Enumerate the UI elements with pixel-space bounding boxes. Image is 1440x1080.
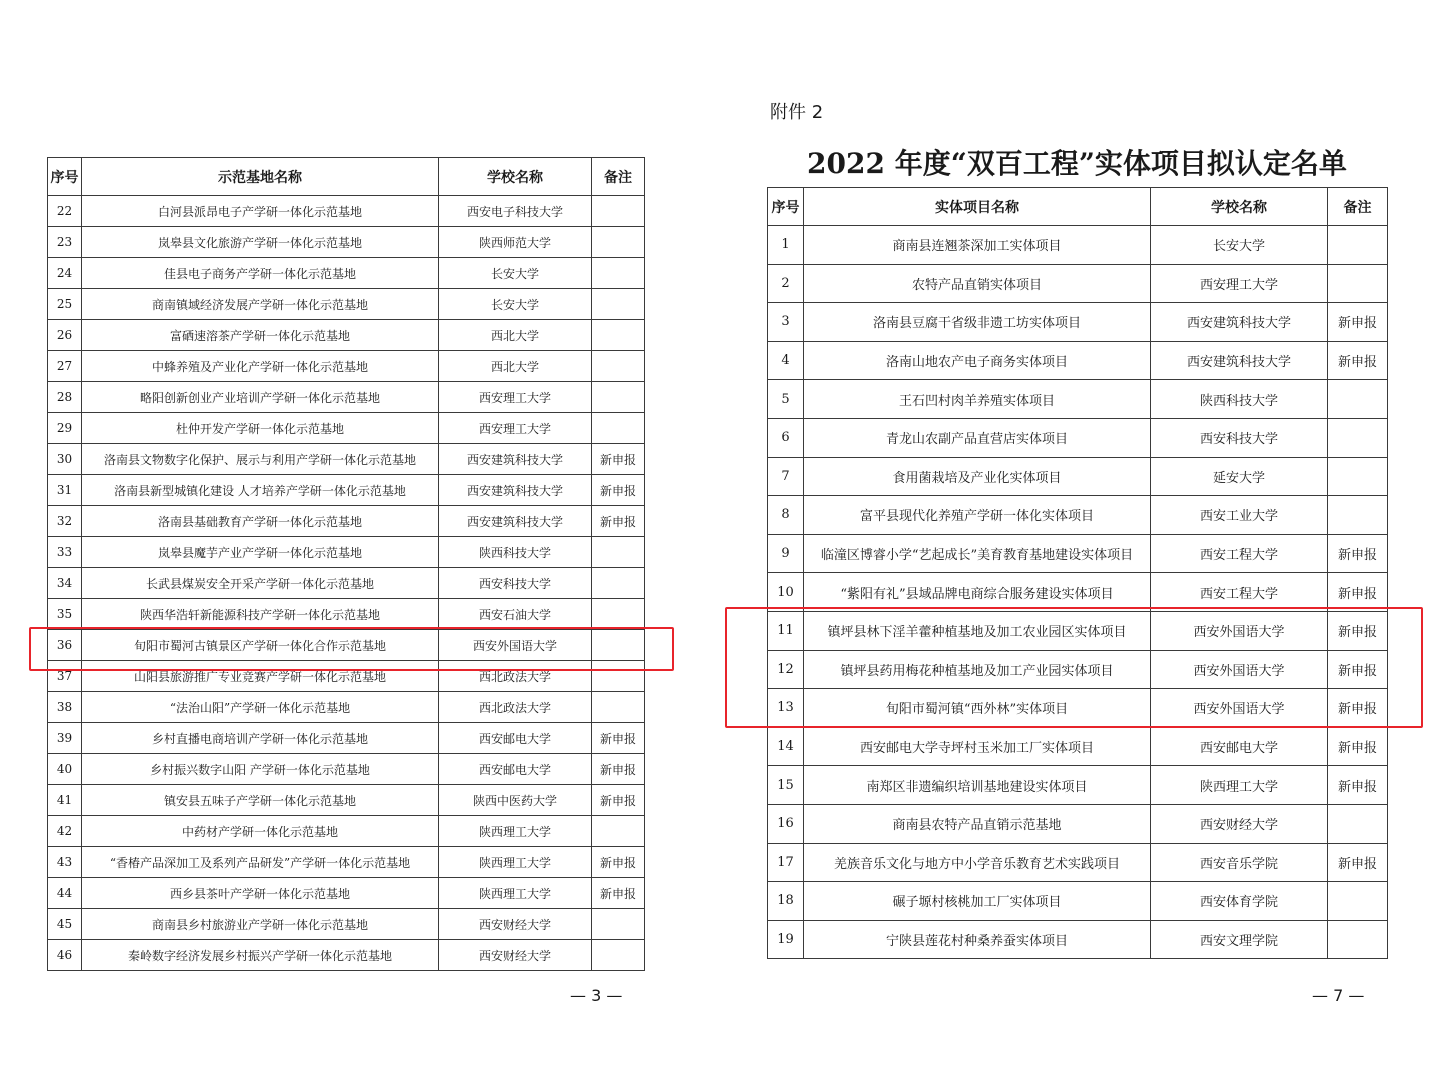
- row-name: 镇坪县药用梅花种植基地及加工产业园实体项目: [804, 650, 1151, 689]
- row-seq: 33: [48, 537, 82, 568]
- row-seq: 39: [48, 723, 82, 754]
- row-school: 陕西理工大学: [439, 816, 592, 847]
- row-remark: 新申报: [1328, 303, 1388, 342]
- header-remark: 备注: [1328, 188, 1388, 226]
- row-remark: [592, 196, 645, 227]
- table-row: [48, 754, 645, 785]
- row-name: 中蜂养殖及产业化产学研一体化示范基地: [82, 351, 439, 382]
- row-school: 长安大学: [439, 258, 592, 289]
- table-row: [48, 382, 645, 413]
- row-seq: 19: [768, 920, 804, 959]
- row-seq: 7: [768, 457, 804, 496]
- table-row: [48, 506, 645, 537]
- row-name: 乡村振兴数字山阳 产学研一体化示范基地: [82, 754, 439, 785]
- table-row: [48, 320, 645, 351]
- row-remark: [592, 537, 645, 568]
- table-row: [48, 909, 645, 940]
- row-remark: 新申报: [592, 847, 645, 878]
- row-name: 岚皋县文化旅游产学研一体化示范基地: [82, 227, 439, 258]
- row-school: 西安外国语大学: [439, 630, 592, 661]
- row-seq: 38: [48, 692, 82, 723]
- row-remark: [1328, 882, 1388, 921]
- row-school: 陕西理工大学: [439, 847, 592, 878]
- table-row: [768, 303, 1388, 342]
- row-school: 西安建筑科技大学: [439, 475, 592, 506]
- row-remark: 新申报: [1328, 843, 1388, 882]
- row-name: 山阳县旅游推广专业竞赛产学研一体化示范基地: [82, 661, 439, 692]
- table-row: [768, 418, 1388, 457]
- row-school: 西安体育学院: [1151, 882, 1328, 921]
- row-remark: [1328, 457, 1388, 496]
- row-remark: [1328, 496, 1388, 535]
- row-seq: 37: [48, 661, 82, 692]
- row-school: 陕西科技大学: [1151, 380, 1328, 419]
- row-remark: [592, 940, 645, 971]
- row-name: 佳县电子商务产学研一体化示范基地: [82, 258, 439, 289]
- row-school: 西安工程大学: [1151, 534, 1328, 573]
- row-remark: [592, 692, 645, 723]
- row-name: 中药材产学研一体化示范基地: [82, 816, 439, 847]
- row-seq: 8: [768, 496, 804, 535]
- table-row: [48, 847, 645, 878]
- row-name: 碾子塬村核桃加工厂实体项目: [804, 882, 1151, 921]
- row-seq: 15: [768, 766, 804, 805]
- row-school: 延安大学: [1151, 457, 1328, 496]
- row-school: 西安建筑科技大学: [1151, 303, 1328, 342]
- page-number-right: — 7 —: [1312, 986, 1365, 1005]
- row-school: 西安外国语大学: [1151, 611, 1328, 650]
- highlight-box-left: [29, 627, 674, 671]
- row-remark: [1328, 804, 1388, 843]
- row-name: 南郑区非遗编织培训基地建设实体项目: [804, 766, 1151, 805]
- row-school: 西安财经大学: [439, 940, 592, 971]
- row-remark: 新申报: [592, 723, 645, 754]
- row-seq: 46: [48, 940, 82, 971]
- row-seq: 30: [48, 444, 82, 475]
- row-name: 略阳创新创业产业培训产学研一体化示范基地: [82, 382, 439, 413]
- row-school: 陕西中医药大学: [439, 785, 592, 816]
- row-name: 杜仲开发产学研一体化示范基地: [82, 413, 439, 444]
- table-row: [48, 537, 645, 568]
- row-school: 西安科技大学: [1151, 418, 1328, 457]
- row-remark: [592, 227, 645, 258]
- row-name: 商南县连翘茶深加工实体项目: [804, 226, 1151, 265]
- row-name: “香椿产品深加工及系列产品研发”产学研一体化示范基地: [82, 847, 439, 878]
- row-name: 旬阳市蜀河古镇景区产学研一体化合作示范基地: [82, 630, 439, 661]
- row-school: 西安邮电大学: [439, 754, 592, 785]
- row-seq: 34: [48, 568, 82, 599]
- row-name: 陕西华浩轩新能源科技产学研一体化示范基地: [82, 599, 439, 630]
- left-demo-base-table: [47, 157, 645, 971]
- row-name: 西安邮电大学寺坪村玉米加工厂实体项目: [804, 727, 1151, 766]
- row-school: 西安财经大学: [439, 909, 592, 940]
- row-name: “法治山阳”产学研一体化示范基地: [82, 692, 439, 723]
- row-remark: 新申报: [592, 785, 645, 816]
- row-school: 西北政法大学: [439, 661, 592, 692]
- row-seq: 6: [768, 418, 804, 457]
- row-seq: 42: [48, 816, 82, 847]
- row-school: 西安音乐学院: [1151, 843, 1328, 882]
- row-seq: 10: [768, 573, 804, 612]
- row-school: 西安建筑科技大学: [1151, 341, 1328, 380]
- row-school: 西安外国语大学: [1151, 689, 1328, 728]
- table-row: [768, 534, 1388, 573]
- row-seq: 40: [48, 754, 82, 785]
- header-base-name: 示范基地名称: [82, 158, 439, 196]
- row-seq: 26: [48, 320, 82, 351]
- table-row: [768, 727, 1388, 766]
- row-seq: 14: [768, 727, 804, 766]
- row-seq: 13: [768, 689, 804, 728]
- row-school: 西安电子科技大学: [439, 196, 592, 227]
- table-row: [768, 496, 1388, 535]
- table-row: [48, 351, 645, 382]
- right-table-body: [768, 226, 1388, 959]
- right-project-table: [767, 187, 1388, 959]
- row-name: 秦岭数字经济发展乡村振兴产学研一体化示范基地: [82, 940, 439, 971]
- row-remark: [592, 351, 645, 382]
- row-seq: 1: [768, 226, 804, 265]
- table-row: [48, 940, 645, 971]
- row-name: 旬阳市蜀河镇“西外林”实体项目: [804, 689, 1151, 728]
- row-school: 西北大学: [439, 320, 592, 351]
- row-school: 西安科技大学: [439, 568, 592, 599]
- row-school: 西安理工大学: [439, 413, 592, 444]
- row-name: 洛南县新型城镇化建设 人才培养产学研一体化示范基地: [82, 475, 439, 506]
- row-remark: [1328, 380, 1388, 419]
- row-remark: 新申报: [1328, 534, 1388, 573]
- row-seq: 44: [48, 878, 82, 909]
- row-seq: 36: [48, 630, 82, 661]
- row-seq: 16: [768, 804, 804, 843]
- row-seq: 41: [48, 785, 82, 816]
- row-school: 长安大学: [1151, 226, 1328, 265]
- table-row: [48, 568, 645, 599]
- row-remark: [592, 258, 645, 289]
- row-seq: 12: [768, 650, 804, 689]
- table-row: [48, 785, 645, 816]
- table-row: [48, 816, 645, 847]
- row-name: 食用菌栽培及产业化实体项目: [804, 457, 1151, 496]
- row-name: 商南镇域经济发展产学研一体化示范基地: [82, 289, 439, 320]
- row-school: 西北政法大学: [439, 692, 592, 723]
- row-remark: [1328, 418, 1388, 457]
- row-name: 西乡县茶叶产学研一体化示范基地: [82, 878, 439, 909]
- row-remark: 新申报: [592, 444, 645, 475]
- row-name: 镇坪县林下淫羊藿种植基地及加工农业园区实体项目: [804, 611, 1151, 650]
- row-seq: 35: [48, 599, 82, 630]
- table-row: [48, 289, 645, 320]
- row-name: 青龙山农副产品直营店实体项目: [804, 418, 1151, 457]
- row-seq: 29: [48, 413, 82, 444]
- row-name: “紫阳有礼”县域品牌电商综合服务建设实体项目: [804, 573, 1151, 612]
- row-school: 陕西师范大学: [439, 227, 592, 258]
- row-remark: 新申报: [592, 506, 645, 537]
- row-school: 西安石油大学: [439, 599, 592, 630]
- table-row: [768, 804, 1388, 843]
- attachment-label: 附件 2: [770, 102, 824, 123]
- row-name: 乡村直播电商培训产学研一体化示范基地: [82, 723, 439, 754]
- table-row: [48, 413, 645, 444]
- row-name: 羌族音乐文化与地方中小学音乐教育艺术实践项目: [804, 843, 1151, 882]
- table-row: [768, 766, 1388, 805]
- row-remark: 新申报: [1328, 650, 1388, 689]
- header-school: 学校名称: [439, 158, 592, 196]
- row-seq: 45: [48, 909, 82, 940]
- header-seq: 序号: [768, 188, 804, 226]
- row-remark: 新申报: [592, 475, 645, 506]
- header-school: 学校名称: [1151, 188, 1328, 226]
- header-project-name: 实体项目名称: [804, 188, 1151, 226]
- row-school: 西安财经大学: [1151, 804, 1328, 843]
- row-seq: 9: [768, 534, 804, 573]
- row-seq: 23: [48, 227, 82, 258]
- row-remark: 新申报: [1328, 766, 1388, 805]
- row-name: 农特产品直销实体项目: [804, 264, 1151, 303]
- row-remark: [592, 599, 645, 630]
- row-name: 长武县煤炭安全开采产学研一体化示范基地: [82, 568, 439, 599]
- row-name: 王石凹村肉羊养殖实体项目: [804, 380, 1151, 419]
- page-number-left: — 3 —: [570, 986, 623, 1005]
- table-row: [768, 920, 1388, 959]
- row-remark: [592, 382, 645, 413]
- table-row: [768, 226, 1388, 265]
- row-school: 西安邮电大学: [439, 723, 592, 754]
- row-seq: 11: [768, 611, 804, 650]
- row-seq: 43: [48, 847, 82, 878]
- highlight-box-right: [725, 607, 1423, 728]
- row-remark: [592, 909, 645, 940]
- table-row: [48, 475, 645, 506]
- table-header-row: [48, 158, 645, 196]
- header-seq: 序号: [48, 158, 82, 196]
- page-title: 2022 年度“双百工程”实体项目拟认定名单: [807, 147, 1347, 180]
- table-row: [768, 882, 1388, 921]
- row-remark: [1328, 226, 1388, 265]
- row-seq: 32: [48, 506, 82, 537]
- row-name: 宁陕县莲花村种桑养蚕实体项目: [804, 920, 1151, 959]
- table-row: [768, 380, 1388, 419]
- row-seq: 5: [768, 380, 804, 419]
- row-school: 西安建筑科技大学: [439, 444, 592, 475]
- row-school: 西安建筑科技大学: [439, 506, 592, 537]
- table-row: [768, 341, 1388, 380]
- table-row: [768, 843, 1388, 882]
- row-name: 岚皋县魔芋产业产学研一体化示范基地: [82, 537, 439, 568]
- row-seq: 3: [768, 303, 804, 342]
- row-school: 西安工业大学: [1151, 496, 1328, 535]
- table-header-row: [768, 188, 1388, 226]
- row-school: 长安大学: [439, 289, 592, 320]
- row-remark: [1328, 920, 1388, 959]
- row-name: 临潼区博睿小学“艺起成长”美育教育基地建设实体项目: [804, 534, 1151, 573]
- row-seq: 22: [48, 196, 82, 227]
- row-remark: [592, 289, 645, 320]
- row-remark: [592, 413, 645, 444]
- row-school: 西安文理学院: [1151, 920, 1328, 959]
- row-remark: 新申报: [1328, 341, 1388, 380]
- row-name: 商南县农特产品直销示范基地: [804, 804, 1151, 843]
- row-school: 西北大学: [439, 351, 592, 382]
- row-school: 西安工程大学: [1151, 573, 1328, 612]
- row-seq: 28: [48, 382, 82, 413]
- table-row: [48, 599, 645, 630]
- row-name: 镇安县五味子产学研一体化示范基地: [82, 785, 439, 816]
- table-row: [768, 457, 1388, 496]
- row-seq: 2: [768, 264, 804, 303]
- row-remark: 新申报: [1328, 727, 1388, 766]
- table-row: [48, 196, 645, 227]
- row-remark: 新申报: [1328, 611, 1388, 650]
- row-seq: 4: [768, 341, 804, 380]
- table-row: [48, 258, 645, 289]
- row-school: 西安外国语大学: [1151, 650, 1328, 689]
- table-row: [768, 573, 1388, 612]
- table-row: [48, 227, 645, 258]
- row-remark: [592, 816, 645, 847]
- row-remark: [592, 568, 645, 599]
- table-row: [48, 723, 645, 754]
- row-name: 洛南县基础教育产学研一体化示范基地: [82, 506, 439, 537]
- row-school: 西安理工大学: [439, 382, 592, 413]
- row-seq: 18: [768, 882, 804, 921]
- table-row: [48, 692, 645, 723]
- row-name: 富平县现代化养殖产学研一体化实体项目: [804, 496, 1151, 535]
- row-name: 富硒速溶茶产学研一体化示范基地: [82, 320, 439, 351]
- row-school: 西安邮电大学: [1151, 727, 1328, 766]
- table-row: [48, 444, 645, 475]
- row-school: 陕西科技大学: [439, 537, 592, 568]
- row-name: 商南县乡村旅游业产学研一体化示范基地: [82, 909, 439, 940]
- row-school: 西安理工大学: [1151, 264, 1328, 303]
- row-remark: 新申报: [1328, 689, 1388, 728]
- row-seq: 25: [48, 289, 82, 320]
- row-remark: [1328, 264, 1388, 303]
- row-remark: [592, 320, 645, 351]
- row-seq: 31: [48, 475, 82, 506]
- row-name: 洛南县文物数字化保护、展示与利用产学研一体化示范基地: [82, 444, 439, 475]
- row-name: 白河县派昂电子产学研一体化示范基地: [82, 196, 439, 227]
- table-row: [48, 878, 645, 909]
- row-name: 洛南山地农产电子商务实体项目: [804, 341, 1151, 380]
- row-seq: 27: [48, 351, 82, 382]
- row-remark: 新申报: [592, 754, 645, 785]
- header-remark: 备注: [592, 158, 645, 196]
- row-seq: 17: [768, 843, 804, 882]
- row-name: 洛南县豆腐干省级非遗工坊实体项目: [804, 303, 1151, 342]
- row-seq: 24: [48, 258, 82, 289]
- row-school: 陕西理工大学: [1151, 766, 1328, 805]
- table-row: [768, 264, 1388, 303]
- row-remark: 新申报: [1328, 573, 1388, 612]
- left-table-body: [48, 196, 645, 971]
- row-school: 陕西理工大学: [439, 878, 592, 909]
- row-remark: 新申报: [592, 878, 645, 909]
